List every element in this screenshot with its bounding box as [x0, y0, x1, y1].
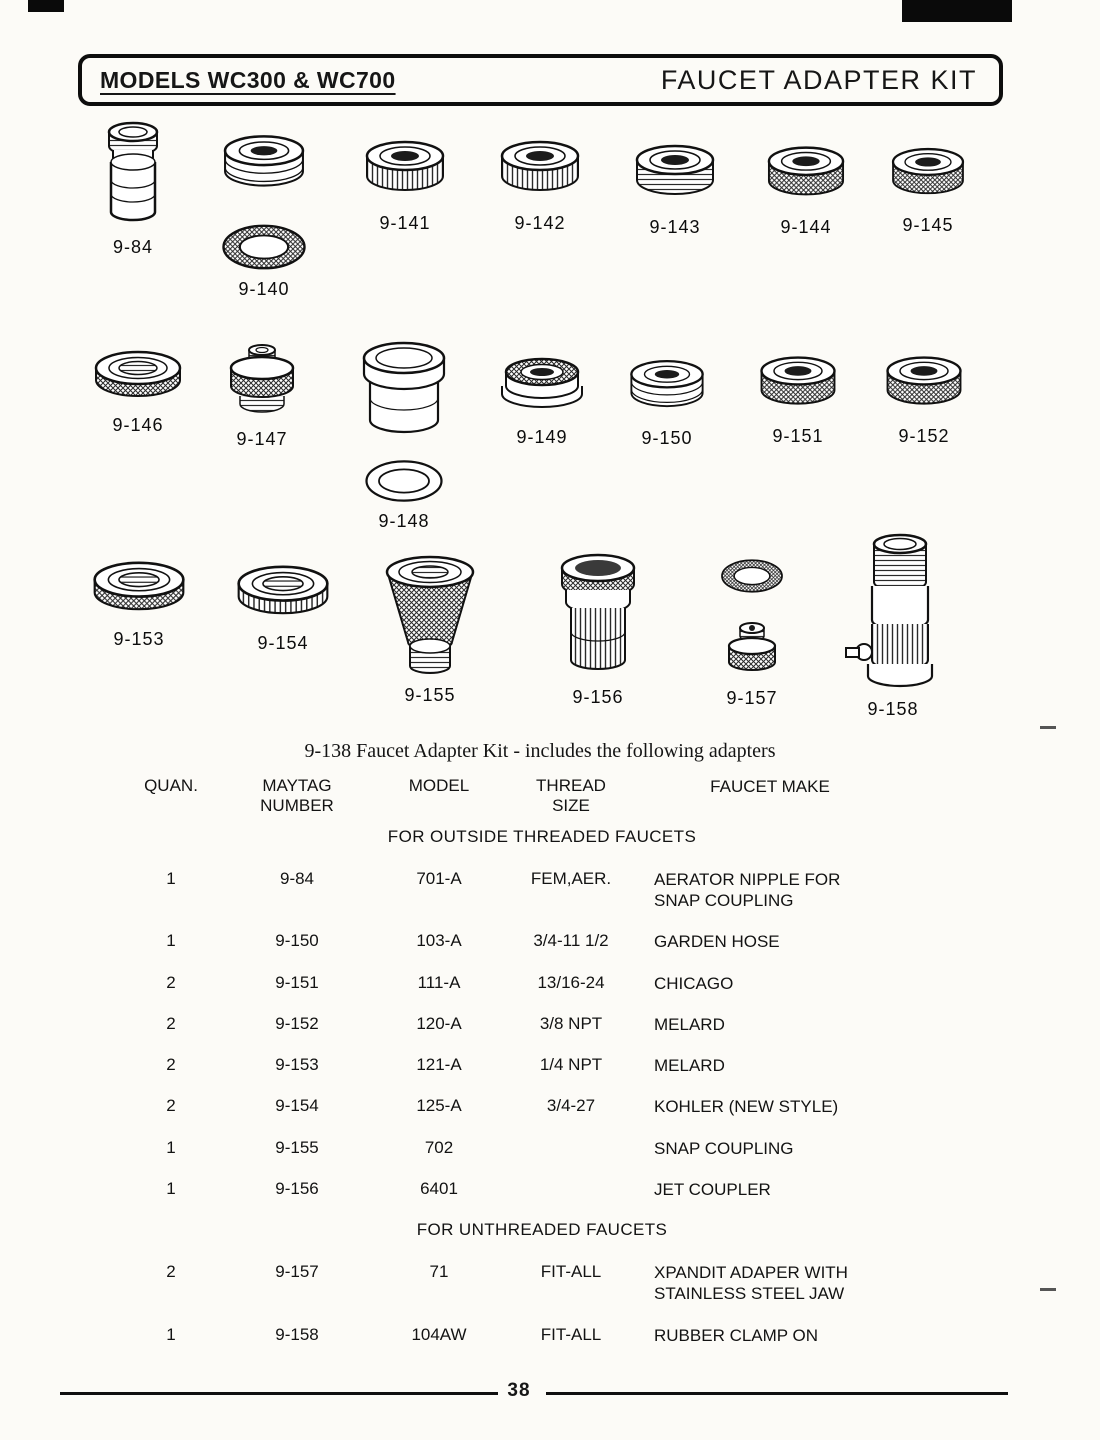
cell-maytag-number: 9-154 — [275, 1096, 319, 1116]
page-header — [78, 54, 1003, 106]
table-row — [132, 931, 952, 952]
cell-thread-size: 3/4-11 1/2 — [533, 931, 609, 951]
figure-9-150 — [620, 348, 714, 449]
part-label: 9-151 — [772, 426, 824, 446]
adapter-drawing-9-152 — [876, 344, 972, 421]
adapter-drawing-9-147 — [216, 338, 308, 424]
figure-9-84 — [96, 118, 170, 258]
table-row — [132, 1179, 952, 1200]
cell-model: 702 — [424, 1137, 454, 1157]
figure-9-152 — [876, 344, 972, 447]
part-label: 9-158 — [867, 699, 919, 719]
part-label: 9-84 — [112, 237, 154, 257]
part-label: 9-156 — [572, 687, 624, 707]
scan-artifact-dash-1 — [1040, 726, 1056, 729]
adapter-drawing-9-150 — [620, 348, 714, 423]
cell-faucet-make: MELARD — [654, 1056, 725, 1076]
cell-maytag-number: 9-150 — [275, 931, 319, 951]
cell-quantity: 1 — [166, 1137, 176, 1157]
cell-maytag-number: 9-155 — [275, 1137, 319, 1157]
part-label: 9-143 — [649, 217, 701, 237]
cell-model: 104AW — [411, 1324, 467, 1344]
figure-9-158 — [840, 528, 946, 720]
cell-quantity: 2 — [166, 972, 176, 992]
washer-drawing-9-140 — [214, 220, 314, 274]
washer-drawing-9-157 — [714, 556, 790, 596]
cell-maytag-number: 9-153 — [275, 1055, 319, 1075]
scan-artifact-top-left — [28, 0, 64, 12]
cell-thread-size: 1/4 NPT — [539, 1055, 603, 1075]
cell-model: 111-A — [417, 972, 461, 992]
cell-faucet-make: JET COUPLER — [654, 1179, 771, 1199]
cell-thread-size: FIT-ALL — [540, 1324, 602, 1344]
part-label: 9-152 — [898, 426, 950, 446]
adapter-drawing-9-144 — [757, 134, 855, 212]
col-header-maytag: MAYTAG NUMBER — [260, 776, 334, 816]
scan-artifact-dash-2 — [1040, 1288, 1056, 1291]
adapter-drawing-9-156 — [548, 548, 648, 682]
figure-9-145 — [882, 136, 974, 236]
cell-model: 121-A — [416, 1055, 462, 1075]
part-label: 9-157 — [726, 688, 778, 708]
part-label: 9-155 — [404, 685, 456, 705]
cell-model: 103-A — [416, 931, 462, 951]
part-label: 9-153 — [113, 629, 165, 649]
adapter-drawing-9-140-top — [212, 122, 316, 204]
cell-quantity: 1 — [166, 931, 176, 951]
cell-quantity: 1 — [166, 1178, 176, 1198]
adapter-drawing-9-146 — [88, 338, 188, 410]
col-header-thread: THREAD SIZE — [536, 776, 606, 816]
figure-9-148 — [352, 334, 456, 532]
cell-quantity: 2 — [166, 1096, 176, 1116]
section-title-outside-threaded: FOR OUTSIDE THREADED FAUCETS — [387, 826, 697, 846]
scan-artifact-top-right — [902, 0, 1012, 22]
part-label: 9-145 — [902, 215, 954, 235]
kit-caption: 9-138 Faucet Adapter Kit - includes the following adapters — [304, 740, 776, 762]
figure-9-143 — [625, 132, 725, 238]
cell-quantity: 1 — [166, 868, 176, 888]
cell-maytag-number: 9-156 — [275, 1178, 319, 1198]
part-label: 9-147 — [236, 429, 288, 449]
cell-thread-size: 3/4-27 — [546, 1096, 596, 1116]
cell-faucet-make: XPANDIT ADAPER WITH STAINLESS STEEL JAW — [654, 1263, 848, 1304]
cell-quantity: 1 — [166, 1324, 176, 1344]
footer-rule-left — [60, 1392, 498, 1395]
cell-thread-size: 3/8 NPT — [539, 1013, 603, 1033]
part-label: 9-154 — [257, 633, 309, 653]
cell-quantity: 2 — [166, 1262, 176, 1282]
adapter-drawing-9-149 — [494, 344, 590, 422]
figure-9-149 — [494, 344, 590, 448]
cell-faucet-make: MELARD — [654, 1014, 725, 1034]
table-row — [132, 1325, 952, 1346]
cell-model: 125-A — [416, 1096, 462, 1116]
adapter-drawing-9-141 — [355, 128, 455, 208]
section-title-unthreaded: FOR UNTHREADED FAUCETS — [416, 1220, 668, 1240]
cell-faucet-make: CHICAGO — [654, 973, 734, 993]
figure-9-154 — [230, 552, 336, 654]
table-header-row — [132, 776, 952, 817]
table-row — [132, 1055, 952, 1076]
part-label: 9-148 — [378, 511, 430, 531]
adapter-drawing-9-158 — [840, 528, 946, 694]
adapter-drawing-9-153 — [86, 548, 192, 624]
part-label: 9-150 — [641, 428, 693, 448]
cell-maytag-number: 9-152 — [275, 1013, 319, 1033]
cell-maytag-number: 9-157 — [275, 1262, 319, 1282]
cell-faucet-make: GARDEN HOSE — [654, 932, 780, 952]
table-row — [132, 973, 952, 994]
table-row — [132, 869, 952, 912]
page-title: FAUCET ADAPTER KIT — [660, 64, 977, 95]
cell-thread-size: 13/16-24 — [537, 972, 605, 992]
part-label: 9-142 — [514, 213, 566, 233]
figure-9-142 — [490, 128, 590, 234]
figure-9-156 — [548, 548, 648, 708]
adapter-drawing-9-155 — [374, 550, 486, 680]
figure-9-151 — [750, 344, 846, 447]
figure-9-157 — [714, 556, 790, 709]
cell-model: 6401 — [420, 1178, 458, 1198]
cell-thread-size: FIT-ALL — [540, 1262, 602, 1282]
part-label: 9-144 — [780, 217, 832, 237]
adapter-drawing-9-148-top — [352, 334, 456, 450]
figure-9-146 — [88, 338, 188, 436]
figure-9-144 — [757, 134, 855, 238]
cell-faucet-make: RUBBER CLAMP ON — [654, 1325, 819, 1345]
adapter-drawing-9-142 — [490, 128, 590, 208]
adapter-drawing-9-84 — [96, 118, 170, 232]
col-header-make: FAUCET MAKE — [710, 777, 830, 796]
adapter-drawing-9-151 — [750, 344, 846, 421]
page-number: 38 — [507, 1380, 531, 1401]
figure-9-141 — [355, 128, 455, 234]
cell-maytag-number: 9-158 — [275, 1324, 319, 1344]
cell-faucet-make: SNAP COUPLING — [654, 1138, 794, 1158]
table-row — [132, 1262, 952, 1305]
cell-model: 71 — [429, 1262, 449, 1282]
parts-table — [132, 776, 952, 1366]
figure-9-155 — [374, 550, 486, 706]
col-header-model: MODEL — [408, 776, 470, 795]
table-row — [132, 1138, 952, 1159]
figure-9-147 — [216, 338, 308, 450]
cell-quantity: 2 — [166, 1055, 176, 1075]
adapter-drawing-9-145 — [882, 136, 974, 210]
part-label: 9-141 — [379, 213, 431, 233]
cell-faucet-make: AERATOR NIPPLE FOR SNAP COUPLING — [654, 869, 841, 911]
part-label: 9-149 — [516, 427, 568, 447]
adapter-drawing-9-143 — [625, 132, 725, 212]
footer-rule-right — [546, 1392, 1008, 1395]
table-row — [132, 1014, 952, 1035]
cell-thread-size: FEM,AER. — [530, 868, 612, 888]
models-label: MODELS WC300 & WC700 — [100, 66, 396, 93]
cell-model: 120-A — [416, 1013, 462, 1033]
figure-9-140 — [212, 122, 316, 300]
cell-quantity: 2 — [166, 1013, 176, 1033]
adapter-drawing-9-157 — [716, 614, 788, 678]
cell-faucet-make: KOHLER (NEW STYLE) — [654, 1097, 839, 1117]
table-row — [132, 1096, 952, 1117]
adapter-drawing-9-154 — [230, 552, 336, 628]
figure-9-153 — [86, 548, 192, 650]
part-label: 9-140 — [238, 279, 290, 299]
cell-model: 701-A — [416, 868, 462, 888]
col-header-quan: QUAN. — [144, 776, 198, 795]
cell-maytag-number: 9-84 — [279, 868, 315, 888]
cell-maytag-number: 9-151 — [275, 972, 319, 992]
washer-drawing-9-148 — [356, 456, 452, 506]
part-label: 9-146 — [112, 415, 164, 435]
